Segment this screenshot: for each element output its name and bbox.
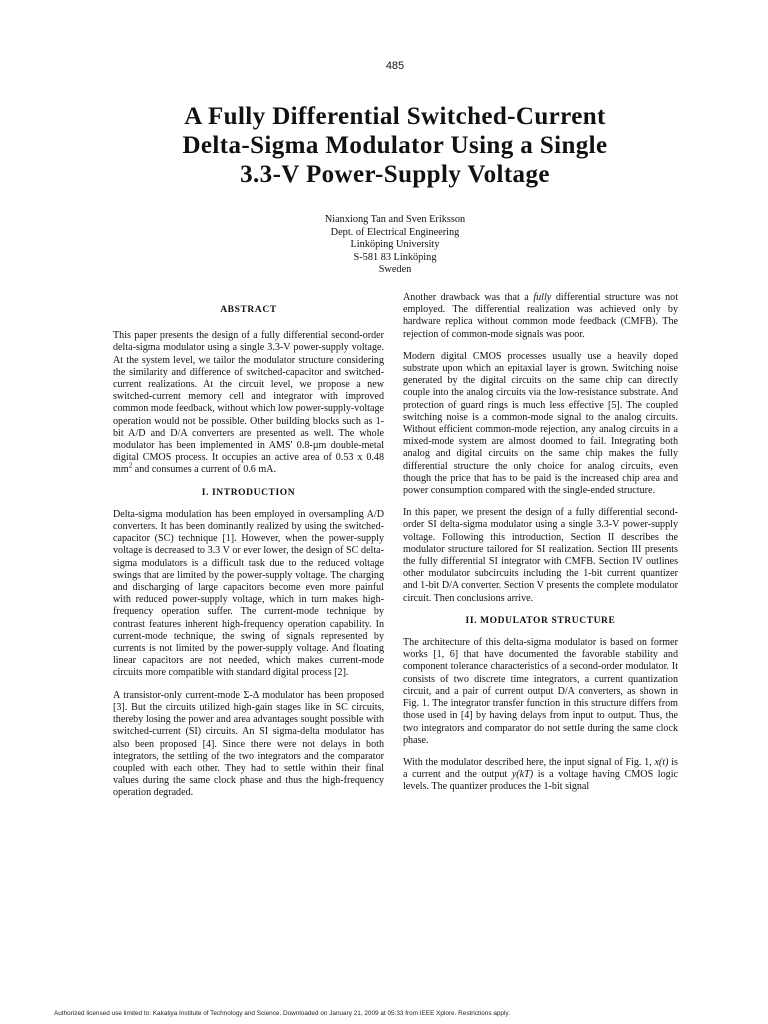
superscript: 2: [128, 462, 133, 471]
author-dept: Dept. of Electrical Engineering: [330, 226, 460, 238]
title-line: 3.3-V Power-Supply Voltage: [240, 161, 550, 188]
author-names: Nianxiong Tan and Sven Eriksson: [324, 214, 466, 225]
right-column: [403, 292, 678, 804]
intro-paragraph: Delta-sigma modulation has been employed in oversampling A/D converters. It has been dominantly realized by using the switched-capacitor (SC) technique [1]. However, when the power-supply voltage is decreased to 3.3 V or ever lower, the design of SC delta-sigma modulators is a difficult task due to the reduced voltage swings that are limited by the power-supply voltage. The charging and discharging of large capacitors become even more painful with reduced power-supply voltage, which in turn makes high-frequency operation suffer. The current-mode technique by contrast features inherent high-frequency operation capability. In current-mode technique, the swing of signals represented by currents is not limited by the power-supply voltage. And floating linear capacitors are not needed, which makes current-mode circuits more compatible with standard digital process [2].: [113, 508, 384, 679]
paper-title: [60, 102, 730, 189]
section2-heading: II. MODULATOR STRUCTURE: [465, 615, 616, 626]
abstract-text: This paper presents the design of a fully differential second-order delta-sigma modulator using a single 3.3-V power-supply voltage. At the system level, we tailor the modulator structure considering the similarity and difference of switched-capacitor and switched-current realizations. At the circuit level, we propose a new switched-current memory cell and integrator with improved common mode feedback, without which low power-supply-voltage operation would not be possible. Other building blocks such as 1-bit A/D and D/A converters are presented as well. The whole modulator has been implemented in AMS' 0.8-µm double-metal digital CMOS process. It occupies an active area of 0.53 x 0.48 $mm^2$ and consumes a current of 0.6 mA.: [113, 330, 384, 476]
title-line: A Fully Differential Switched-Current: [184, 103, 606, 130]
license-footer: Authorized licensed use limited to: Kakatiya Institute of Technology and Science. Downloaded on January 21, 2009 at 05:33 from IEEE Xplore. Restrictions apply.: [54, 1010, 510, 1017]
title-line: Delta-Sigma Modulator Using a Single: [182, 132, 608, 159]
right-paragraph: With the modulator described here, the input signal of Fig. 1, x(t) is a current and the output y(kT) is a voltage having CMOS logic levels. The quantizer produces the 1-bit signal: [403, 756, 678, 793]
author-block: [260, 214, 530, 277]
right-paragraph: Another drawback was that a fully differential structure was not employed. The differential realization was achieved only by hardware replica without common mode feedback (CMFB). The rejection of common-mode signals was poor.: [403, 292, 678, 340]
author-country: Sweden: [378, 264, 412, 275]
right-paragraph: The architecture of this delta-sigma modulator is based on former works [1, 6] that have documented the favorable stability and component tolerance characteristics of a second-order modulator. It consists of two discrete time integrators, a current quantization circuit, and a pair of current output D/A converters, as shown in Fig. 1. The integrator transfer function in this structure differs from those used in [4] by having delays from input to output. Thus, the two integrators and comparator do not settle during the same clock phase.: [403, 637, 678, 746]
right-paragraph: Modern digital CMOS processes usually use a heavily doped substrate upon which an epitaxial layer is grown. Switching noise generated by the digital circuits on the same chip can directly couple into the analog circuits via the low-resistance substrate. And protection of guard rings is much less effective [5]. The coupled switching noise is a common-mode signal to the analog circuits. Without efficient common-mode rejection, any analog circuits in a mixed-mode system are almost doomed to fail. Integrating both analog and digital circuits on the same chip makes the fully differential structure the only choice for analog circuits, even though the price that has to be paid is the increased chip area and power consumption compared with the single-ended structure.: [403, 350, 678, 497]
right-paragraph: In this paper, we present the design of a fully differential second-order SI delta-sigma modulator using a single 3.3-V power-supply voltage. Following this introduction, Section II describes the modulator structure tailored for SI realization. Section III presents the fully differential SI integrator with CMFB. Section IV outlines other modulator subcircuits including the 1-bit current quantizer and 1-bit D/A converter. Section V presents the complete modulator circuit. Then conclusions arrive.: [403, 507, 678, 604]
page-number: 485: [385, 60, 405, 72]
author-postal: S-581 83 Linköping: [353, 251, 437, 263]
author-university: Linköping University: [350, 239, 440, 250]
left-column: [113, 304, 384, 810]
introduction-heading: I. INTRODUCTION: [201, 487, 296, 498]
abstract-heading: ABSTRACT: [220, 305, 277, 315]
intro-paragraph: A transistor-only current-mode Σ-Δ modulator has been proposed [3]. But the circuits utilized high-gain stages like in SC circuits, thereby losing the power and area advantages sought possible with switched-current (SI) circuits. An SI sigma-delta modulator has also been proposed [4]. Since there were not delays in both integrators, the settling of the two integrators and the comparator coupled with each other. They had to settle within their final values during the same clock phase and thus the high-frequency operation degraded.: [113, 689, 384, 799]
